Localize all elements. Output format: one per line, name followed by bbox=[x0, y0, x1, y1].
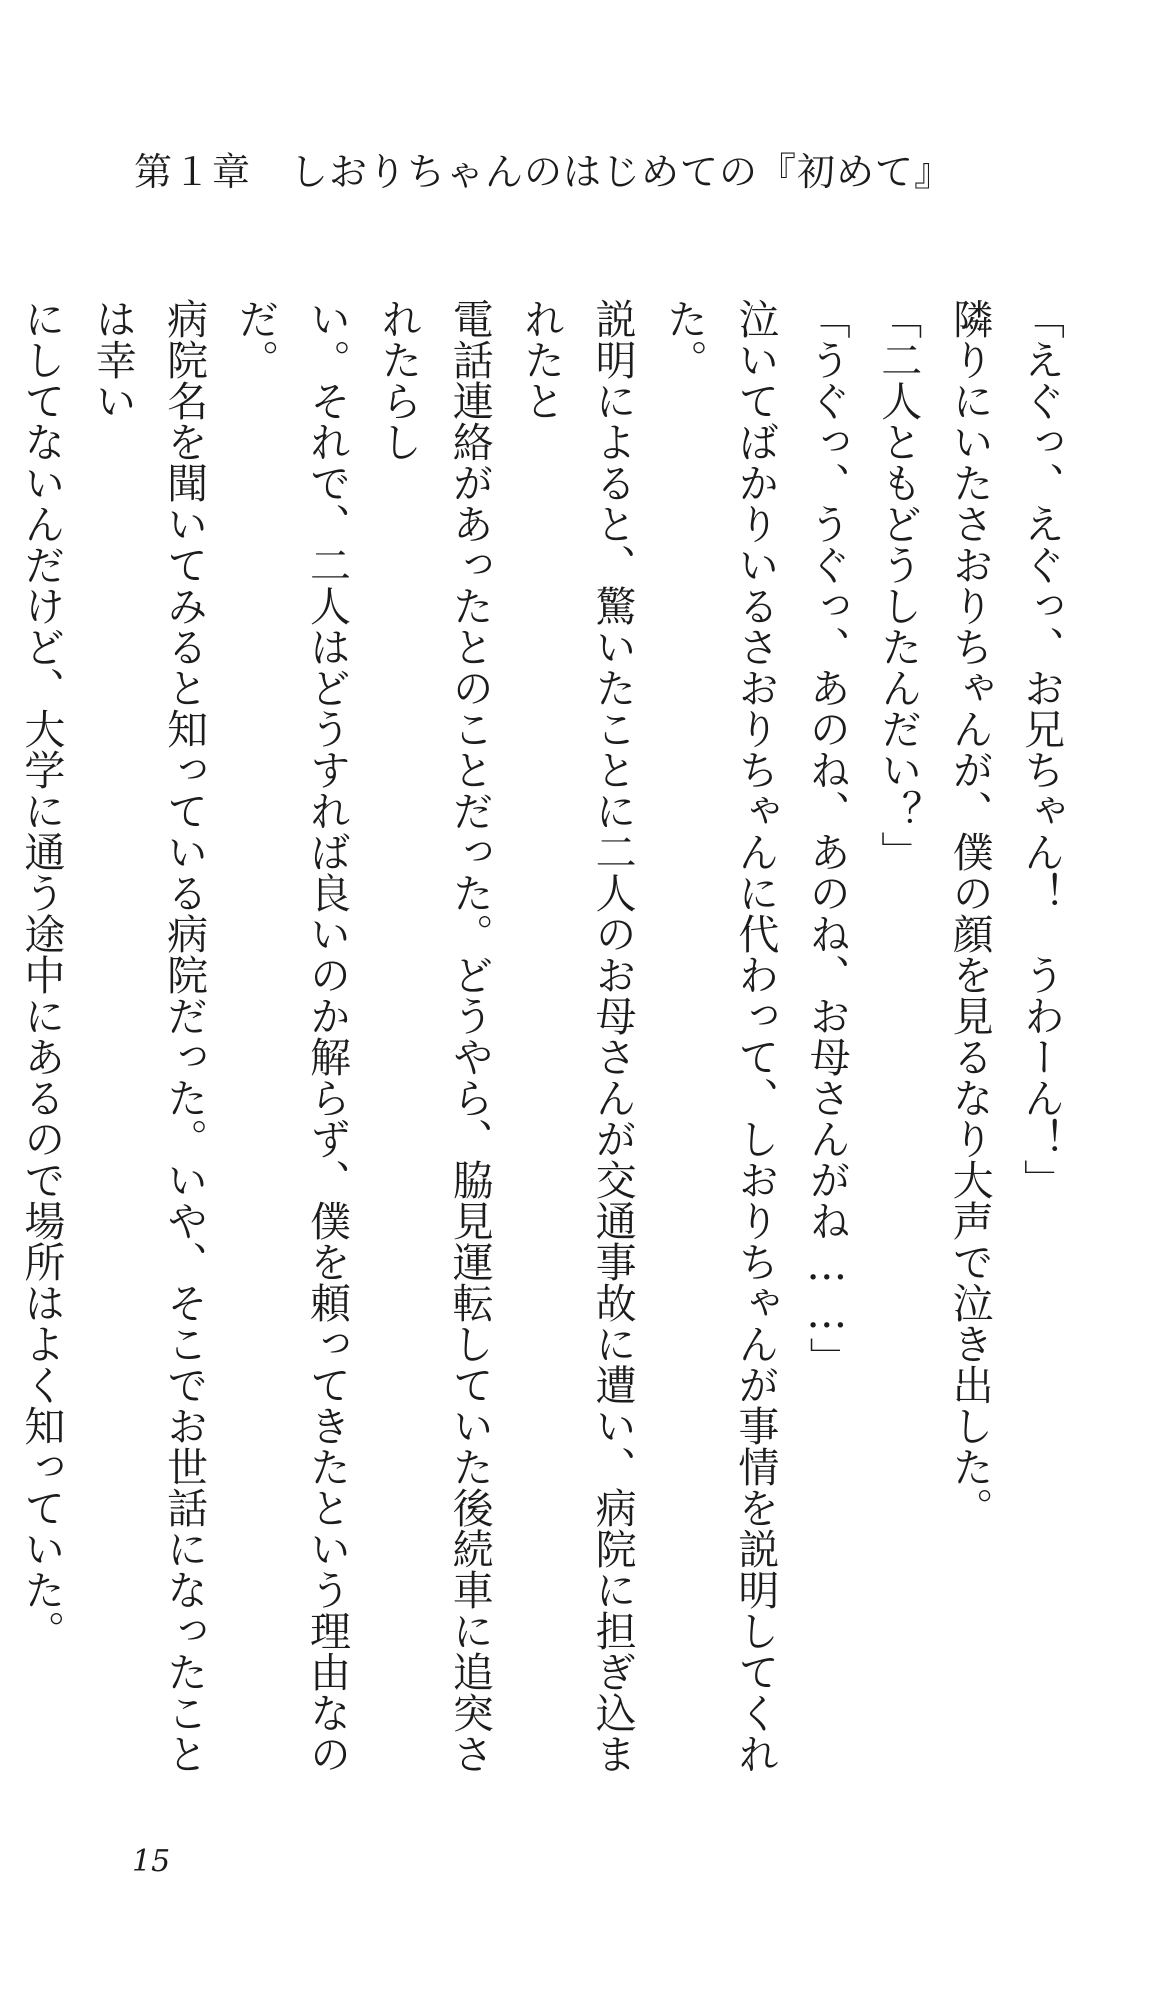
text-line: 電話連絡があったとのことだった。どうやら、脇見運転していた後続車に追突されたらし bbox=[374, 298, 494, 1774]
text-line: 泣いてばかりいるさおりちゃんに代わって、しおりちゃんが事情を説明してくれた。 bbox=[659, 298, 780, 1774]
body-text bbox=[0, 298, 1076, 1798]
text-line: 病院名を聞いてみると知っている病院だった。いや、そこでお世話になったことは幸い bbox=[88, 298, 209, 1774]
text-line bbox=[0, 298, 5, 1798]
text-line: にしてないんだけど、大学に通う途中にあるので場所はよく知っていた。 bbox=[17, 298, 66, 1651]
text-line: 説明によると、驚いたことに二人のお母さんが交通事故に遭い、病院に担ぎ込まれたと bbox=[517, 298, 637, 1774]
page-number: 15 bbox=[132, 1844, 171, 1879]
text-line: 「二人ともどうしたんだい？」 bbox=[874, 298, 923, 872]
text-line: 「えぐっ、えぐっ、お兄ちゃん！ うわーん！」 bbox=[1017, 298, 1065, 1200]
text-line: い。それで、二人はどうすれば良いのか解らず、僕を頼ってきたという理由なのだ。 bbox=[231, 298, 351, 1774]
text-line: 「うぐっ、うぐっ、あのね、あのね、お母さんがね……」 bbox=[802, 298, 851, 1378]
chapter-title: 第１章 しおりちゃんのはじめての『初めて』 bbox=[134, 150, 954, 194]
text-line: 隣りにいたさおりちゃんが、僕の顔を見るなり大声で泣き出した。 bbox=[945, 298, 994, 1528]
